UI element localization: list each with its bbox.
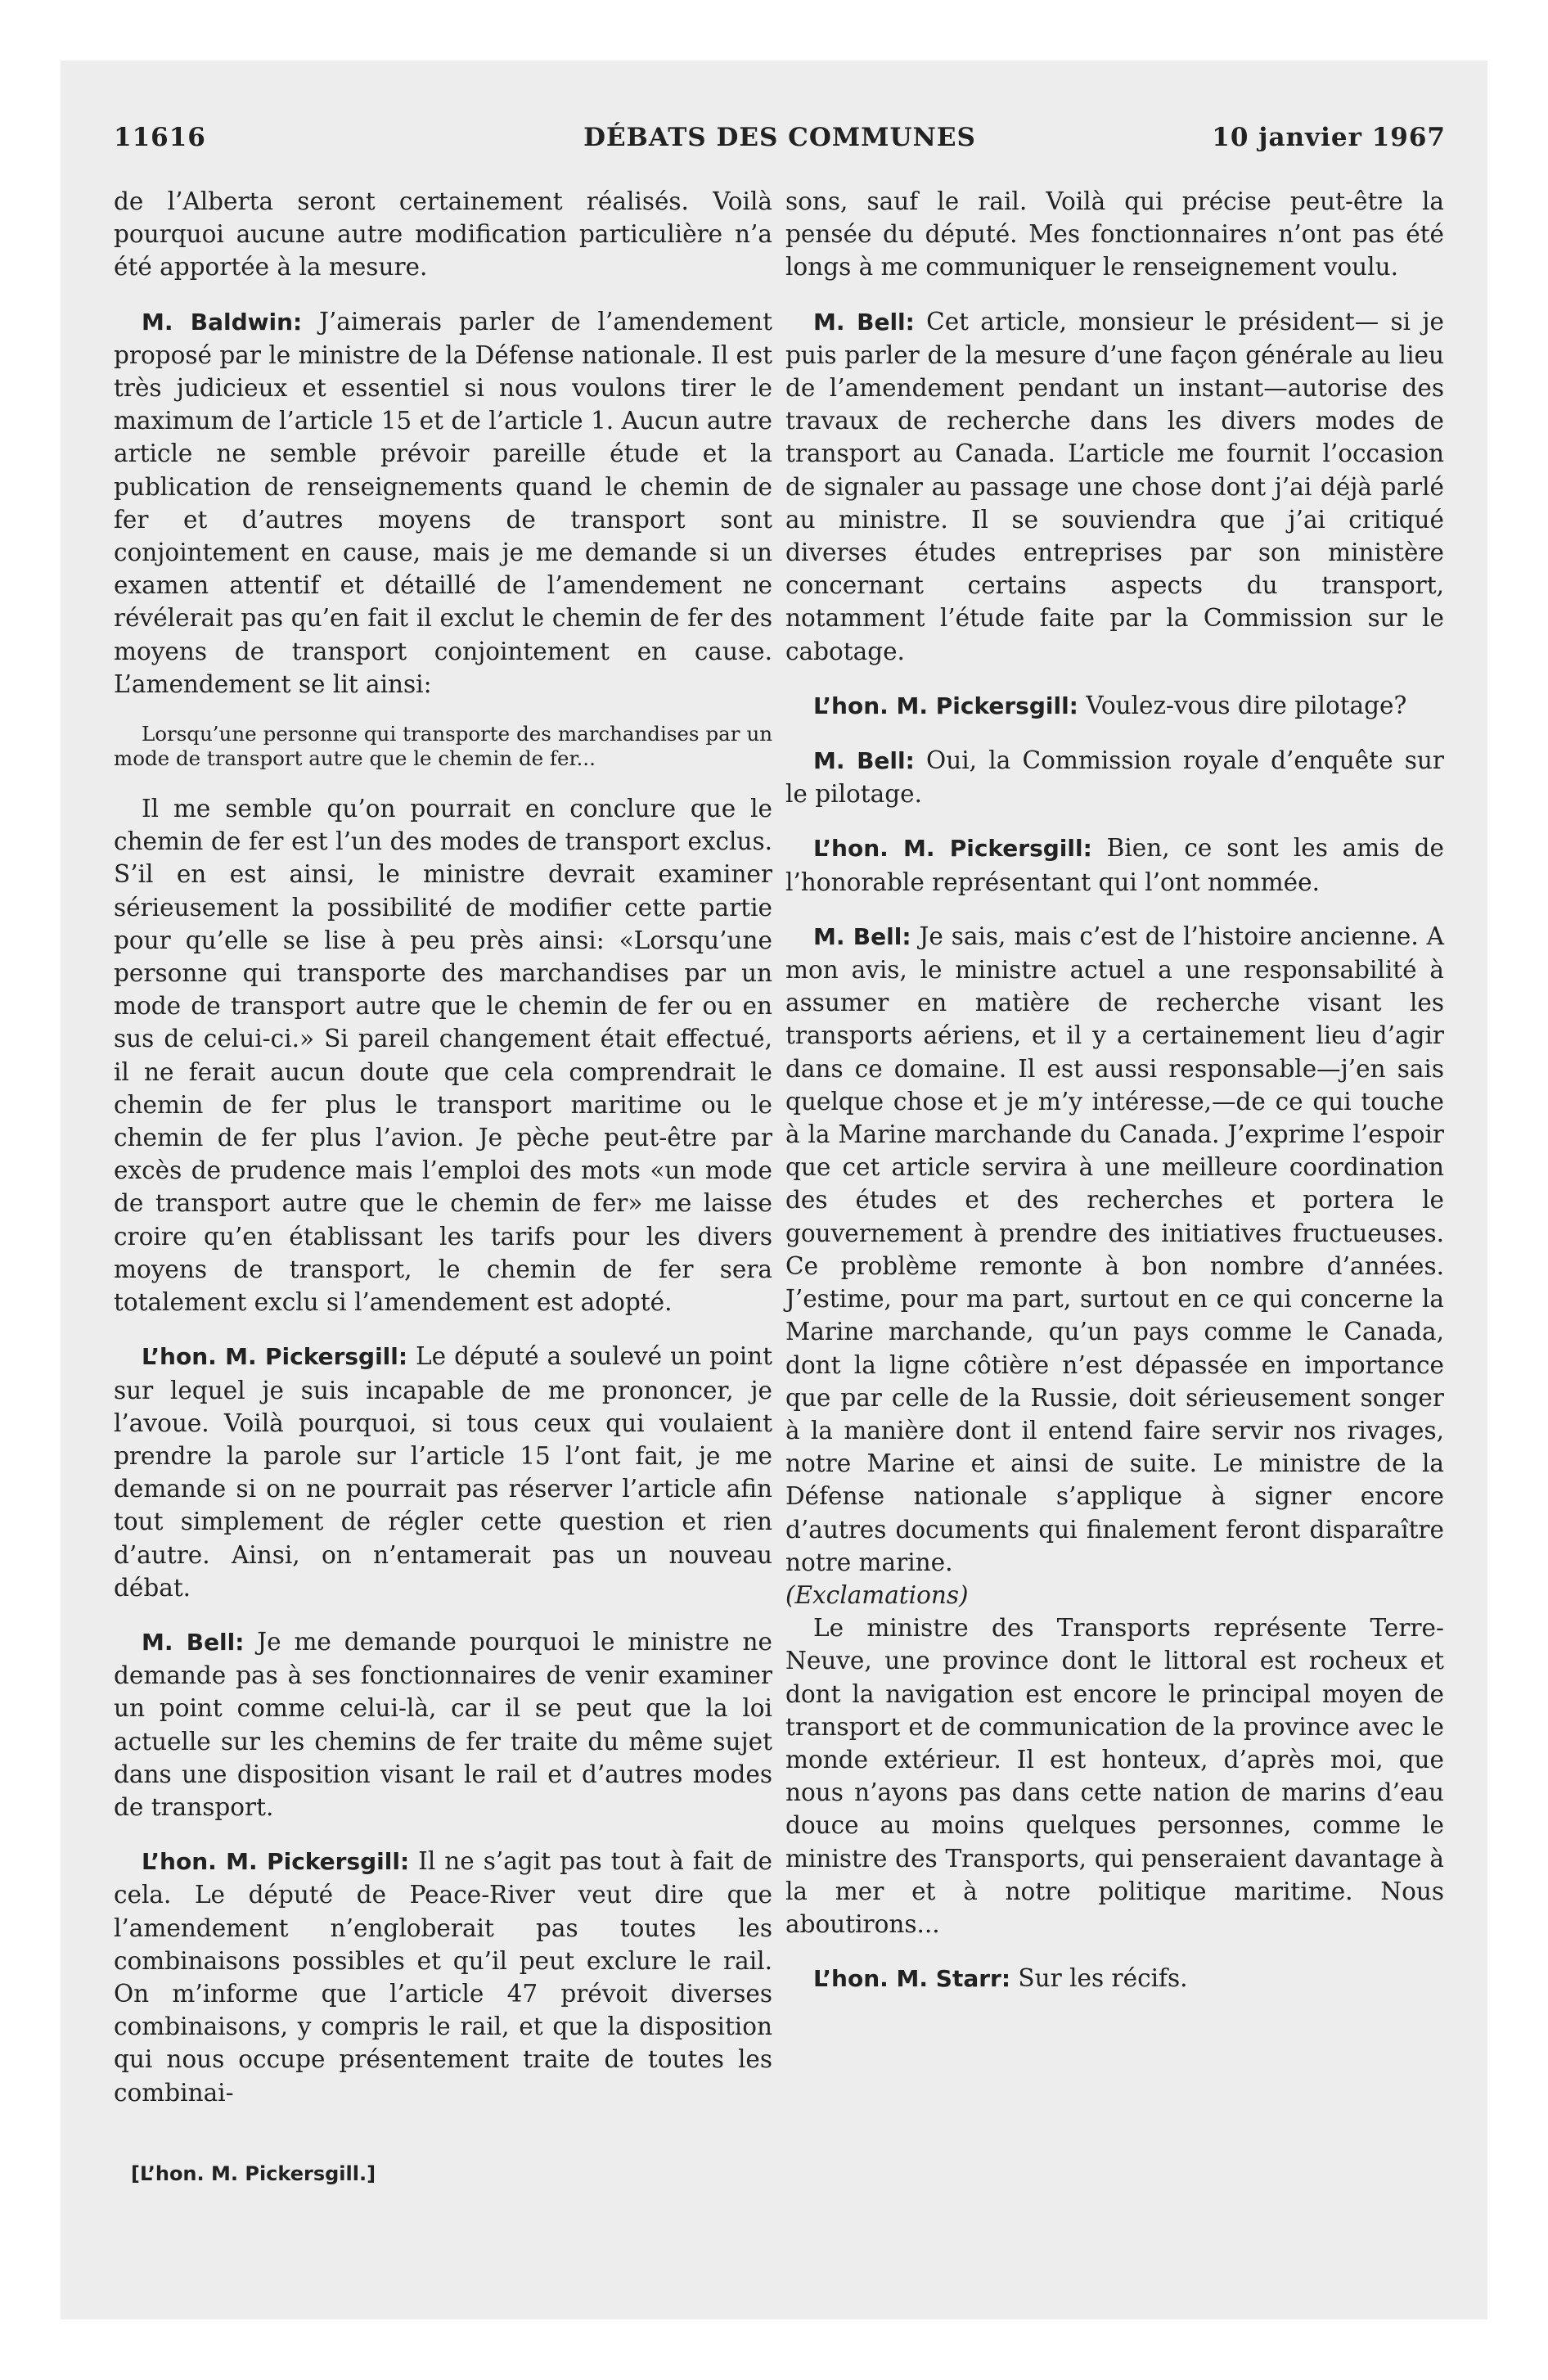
page-header xyxy=(114,123,1446,156)
speech-text: J’aimerais parler de l’amendement proposé par le ministre de la Défense nationale. Il est très judicieux et essentiel si nous voulons tirer le maximum de l’article 15 et de l’article 1. Aucun autre article ne semble prévoir pareille étude et la publication de renseignements quand le chemin de fer et d’autres moyens de transport sont conjointement en cause, mais je me demande si un examen attentif et détaillé de l’amendement ne révélerait pas qu’en fait il exclut le chemin de fer des moyens de transport conjointement en cause. L’amendement se lit ainsi: xyxy=(114,307,772,698)
speaker-name: L’hon. M. Pickersgill: xyxy=(813,692,1078,719)
speech-paragraph xyxy=(114,305,772,701)
speech-paragraph xyxy=(785,305,1444,668)
speaker-name: L’hon. M. Pickersgill: xyxy=(142,1343,408,1371)
paragraph: sons, sauf le rail. Voilà qui précise peut-être la pensée du député. Mes fonctionnaires n’ont pas été longs à me communiquer le renseignement voulu. xyxy=(785,187,1444,282)
interjection-text: (Exclamations) xyxy=(785,1580,969,1609)
speech-text: Oui, la Commission royale d’enquête sur le pilotage. xyxy=(785,746,1444,809)
speaker-name: M. Bell: xyxy=(142,1628,245,1656)
speaker-name: L’hon. M. Pickersgill: xyxy=(813,835,1092,863)
speech-text: Il ne s’agit pas tout à fait de cela. Le député de Peace-River veut dire que l’amendement n’engloberait pas toutes les combinaisons possibles et qu’il peut exclure le rail. On m’informe que l’article 47 prévoit diverses combinaisons, y compris le rail, et que la disposition qui nous occupe présentement traite de toutes les combinai- xyxy=(114,1847,772,2107)
speech-paragraph xyxy=(785,744,1444,810)
block-quote: Lorsqu’une personne qui transporte des marchandises par un mode de transport autre que le chemin de fer... xyxy=(114,722,772,771)
speech-text: Cet article, monsieur le président— si je puis parler de la mesure d’une façon générale au lieu de l’amendement pendant un instant—autorise des travaux de recherche dans les divers modes de transport au Canada. L’article me fournit l’occasion de signaler au passage une chose dont j’ai déjà parlé au ministre. Il se souviendra que j’ai critiqué diverses études entreprises par son ministère concernant certains aspects du transport, notamment l’étude faite par la Commission sur le cabotage. xyxy=(785,307,1444,665)
speaker-name: M. Baldwin: xyxy=(142,308,303,336)
paragraph: Il me semble qu’on pourrait en conclure que le chemin de fer est l’un des modes de transport exclus. S’il en est ainsi, le ministre devrait examiner sérieusement la possibilité de modifier cette partie pour qu’elle se lise à peu près ainsi: «Lorsqu’une personne qui transporte des marchandises par un mode de transport autre que le chemin de fer ou en sus de celui-ci.» Si pareil changement était effectué, il ne ferait aucun doute que cela comprendrait le chemin de fer plus le transport maritime ou le chemin de fer plus l’avion. Je pèche peut-être par excès de prudence mais l’emploi des mots «un mode de transport autre que le chemin de fer» me laisse croire qu’en établissant les tarifs pour les divers moyens de transport, le chemin de fer sera totalement exclu si l’amendement est adopté. xyxy=(114,795,772,1317)
speech-text: Le député a soulevé un point sur lequel je suis incapable de me prononcer, je l’avoue. Voilà pourquoi, si tous ceux qui voulaient prendre la parole sur l’article 15 l’ont fait, je me demande si on ne pourrait pas réserver l’article afin tout simplement de régler cette question et rien d’autre. Ainsi, on n’entamerait pas un nouveau débat. xyxy=(114,1342,772,1602)
speech-paragraph xyxy=(785,689,1444,723)
issue-date: 10 janvier 1967 xyxy=(1212,123,1446,152)
paragraph: Le ministre des Transports représente Terre-Neuve, une province dont le littoral est rocheux et dont la navigation est encore le principal moyen de transport et de communication de la province avec le monde extérieur. Il est honteux, d’après moi, que nous n’ayons pas dans cette nation de marins d’eau douce au moins quelques personnes, comme le ministre des Transports, qui penseraient davantage à la mer et à notre politique maritime. Nous aboutirons... xyxy=(785,1614,1444,1938)
publication-title: DÉBATS DES COMMUNES xyxy=(583,123,976,152)
speaker-name: L’hon. M. Pickersgill: xyxy=(142,1848,410,1876)
speech-text: Bien, ce sont les amis de l’honorable représentant qui l’ont nommée. xyxy=(785,834,1444,896)
speaker-name: M. Bell: xyxy=(813,308,915,336)
speaker-name: L’hon. M. Starr: xyxy=(813,1965,1011,1993)
right-column xyxy=(785,185,1444,2017)
speech-text: Je me demande pourquoi le ministre ne demande pas à ses fonctionnaires de venir examiner un point comme celui-là, car il se peut que la loi actuelle sur les chemins de fer traite du même sujet dans une disposition visant le rail et d’autres modes de transport. xyxy=(114,1627,772,1821)
speech-paragraph xyxy=(785,920,1444,1579)
speech-paragraph xyxy=(114,1340,772,1604)
speech-paragraph xyxy=(785,1962,1444,1995)
speaker-name: M. Bell: xyxy=(813,922,911,950)
left-column xyxy=(114,185,772,2130)
interjection xyxy=(785,1579,1444,1611)
speech-paragraph xyxy=(114,1625,772,1823)
speech-text: Voulez-vous dire pilotage? xyxy=(1078,691,1407,719)
speech-text: Sur les récifs. xyxy=(1010,1964,1188,1993)
page-footer-attribution: [L’hon. M. Pickersgill.] xyxy=(131,2162,376,2185)
speaker-name: M. Bell: xyxy=(813,747,915,775)
paragraph: de l’Alberta seront certainement réalisés. Voilà pourquoi aucune autre modification particulière n’a été apportée à la mesure. xyxy=(114,187,772,282)
speech-text: Je sais, mais c’est de l’histoire ancienne. A mon avis, le ministre actuel a une responsabilité à assumer en matière de recherche visant les transports aériens, et il y a certainement lieu d’agir dans ce domaine. Il est aussi responsable—j’en sais quelque chose et je m’y intéresse,—de ce qui touche à la Marine marchande du Canada. J’exprime l’espoir que cet article servira à une meilleure coordination des études et des recherches et portera le gouvernement à prendre des initiatives fructueuses. Ce problème remonte à bon nombre d’années. J’estime, pour ma part, surtout en ce qui concerne la Marine marchande, qu’un pays comme le Canada, dont la ligne côtière n’est dépassée en importance que par celle de la Russie, doit sérieusement songer à la manière dont il entend faire servir nos rivages, notre Marine et ainsi de suite. Le ministre de la Défense nationale s’applique à signer encore d’autres documents qui finalement feront disparaître notre marine. xyxy=(785,922,1444,1576)
page-number: 11616 xyxy=(114,123,206,152)
speech-paragraph xyxy=(785,832,1444,898)
speech-paragraph xyxy=(114,1845,772,2109)
